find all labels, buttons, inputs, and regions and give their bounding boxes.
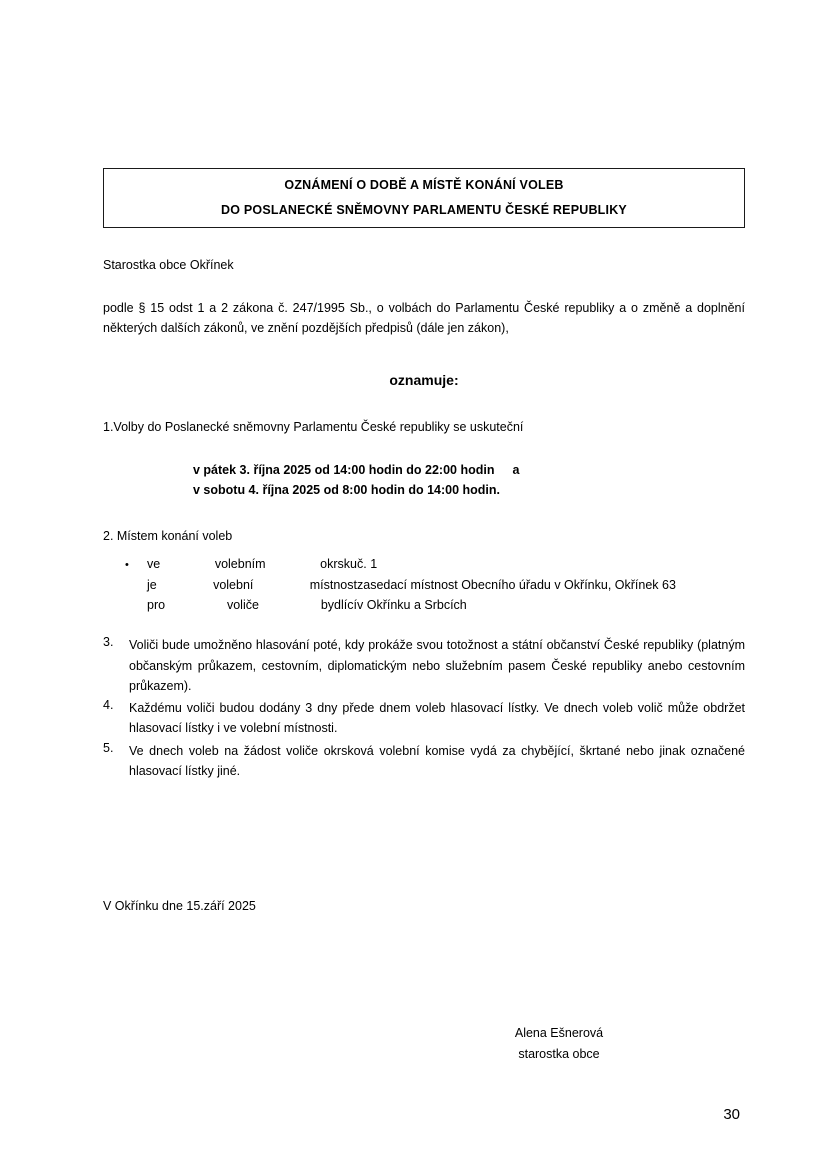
issuer-line: Starostka obce Okřínek bbox=[103, 258, 234, 272]
list-item-text: Každému voliči budou dodány 3 dny přede dnem voleb hlasovací lístky. Ve dnech voleb volič může obdržet hlasovací lístky i ve volební místnosti. bbox=[129, 701, 745, 736]
list-item bbox=[103, 635, 745, 696]
document-content bbox=[103, 168, 745, 1066]
list-item-text: Ve dnech voleb na žádost voliče okrsková volební komise vydá za chybějící, škrtané nebo jinak označené hlasovací lístky jiné. bbox=[129, 743, 745, 778]
list-item-index: 5. bbox=[103, 740, 114, 755]
list-item bbox=[103, 698, 745, 739]
election-date-friday: v pátek 3. října 2025 od 14:00 hodin do 22:00 hodin bbox=[193, 462, 495, 477]
list-item-label-1 bbox=[147, 575, 357, 595]
signature-name: Alena Ešnerová bbox=[514, 1026, 604, 1041]
item-1-paragraph: 1.Volby do Poslanecké sněmovny Parlamentu České republiky se uskuteční bbox=[103, 420, 524, 435]
list-item-index: 4. bbox=[103, 698, 114, 713]
election-date-saturday: v sobotu 4. října 2025 od 8:00 hodin do 14:00 hodin. bbox=[193, 483, 501, 498]
item-2-paragraph: 2. Místem konání voleb bbox=[103, 528, 233, 543]
declares-heading: oznamuje: bbox=[389, 372, 459, 389]
label-word-a: ve bbox=[147, 557, 161, 572]
label-word-c: bydlící bbox=[320, 598, 357, 613]
label-word-a: pro bbox=[147, 598, 166, 613]
list-item bbox=[125, 595, 745, 615]
list-item-text: Voliči bude umožněno hlasování poté, kdy prokáže svou totožnost a státní občanství České republiky (platným občanským průkazem, cestovním, diplomatickým nebo služebním pasem České republiky anebo cestovním průkazem). bbox=[129, 638, 745, 693]
numbered-provisions bbox=[103, 635, 745, 781]
election-date-friday-row bbox=[193, 460, 745, 481]
date-conjunction: a bbox=[512, 462, 520, 477]
label-word-b: voliče bbox=[226, 598, 259, 613]
list-item-value-0: č. 1 bbox=[357, 557, 378, 572]
election-dates bbox=[193, 460, 745, 501]
title-box bbox=[103, 168, 745, 228]
place-and-date: V Okřínku dne 15.září 2025 bbox=[103, 899, 256, 914]
list-item bbox=[103, 741, 745, 782]
signature-block bbox=[103, 1023, 745, 1066]
list-item-value-1: zasedací místnost Obecního úřadu v Okřínku, Okřínek 63 bbox=[357, 577, 676, 592]
list-item-label-2 bbox=[147, 595, 357, 615]
label-word-c: okrsku bbox=[320, 557, 357, 572]
label-word-a: je bbox=[147, 577, 157, 592]
page-number: 30 bbox=[723, 1106, 740, 1123]
document-title-line-2: DO POSLANECKÉ SNĚMOVNY PARLAMENTU ČESKÉ REPUBLIKY bbox=[221, 202, 627, 217]
list-item bbox=[125, 554, 745, 575]
bullet-icon: • bbox=[125, 559, 129, 572]
list-item-label-0 bbox=[147, 554, 357, 574]
label-word-c: místnost bbox=[309, 577, 357, 592]
label-word-b: volebním bbox=[214, 557, 266, 572]
label-word-b: volební bbox=[213, 577, 254, 592]
signature-role: starostka obce bbox=[518, 1047, 600, 1062]
list-item-value-2: v Okřínku a Srbcích bbox=[357, 598, 467, 613]
polling-place-list bbox=[125, 554, 745, 615]
list-item-index: 3. bbox=[103, 635, 114, 650]
legal-basis-paragraph: podle § 15 odst 1 a 2 zákona č. 247/1995 Sb., o volbách do Parlamentu České republiky a o změně a doplnění některých dalších zákonů, ve znění pozdějších předpisů (dále jen zákon), bbox=[103, 301, 745, 335]
document-title-line-1: OZNÁMENÍ O DOBĚ A MÍSTĚ KONÁNÍ VOLEB bbox=[284, 178, 564, 192]
list-item bbox=[125, 575, 745, 595]
